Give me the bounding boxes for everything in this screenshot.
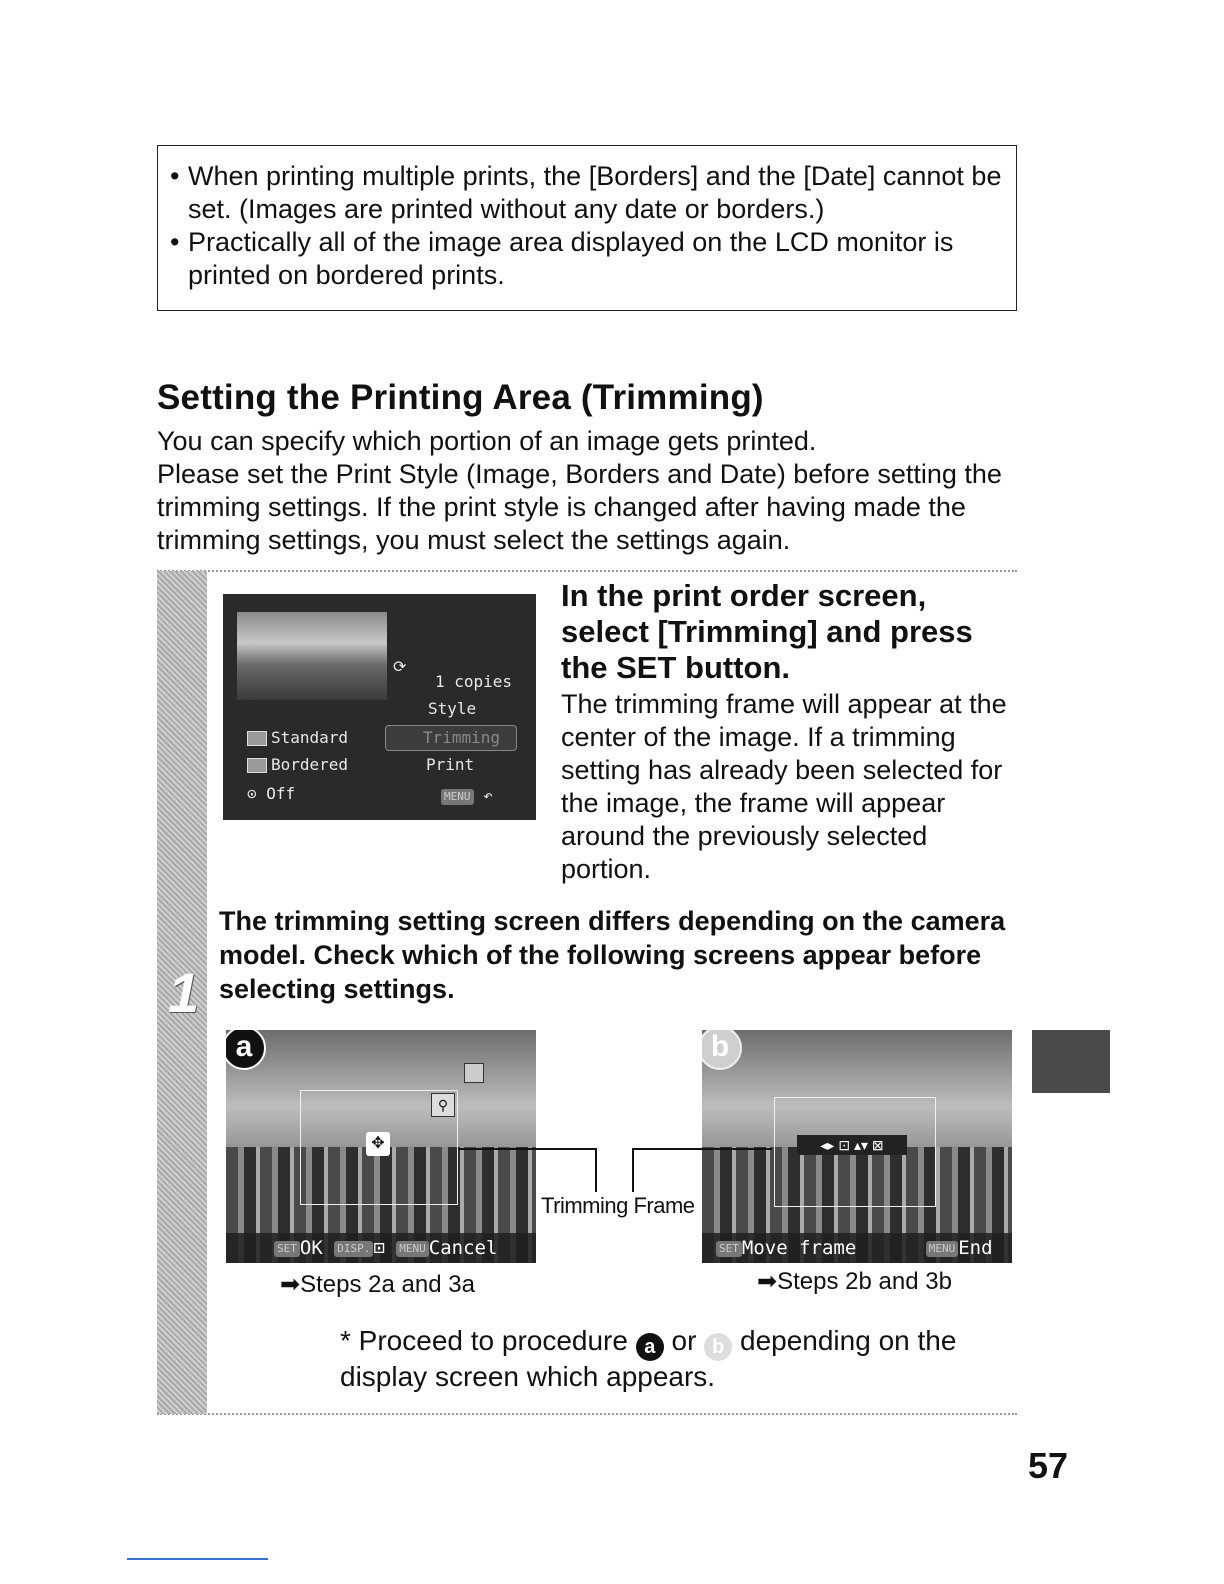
return-icon: ↶ xyxy=(473,786,493,805)
copies-label: 1 copies xyxy=(435,672,513,691)
intro-line: Please set the Print Style (Image, Borders and Date) before setting the trimming settings. If the print style is changed after having made the trimming settings, you must select the settings again. xyxy=(157,459,1002,555)
cancel-label: Cancel xyxy=(428,1237,498,1259)
chapter-tab xyxy=(1032,1030,1110,1093)
badge-a: a xyxy=(226,1030,266,1070)
steps-ref-b: ➡Steps 2b and 3b xyxy=(757,1268,952,1295)
trimming-label: Trimming xyxy=(423,728,501,747)
note-box xyxy=(157,145,1017,311)
trimming-screen-b xyxy=(702,1030,1012,1263)
note-item: • When printing multiple prints, the [Borders] and the [Date] cannot be set. (Images are printed without any date or borders.) xyxy=(168,160,1008,226)
print-order-screenshot xyxy=(223,594,536,820)
style-label: Style xyxy=(428,699,477,718)
move-frame-icon: ✥ xyxy=(366,1132,390,1156)
leader-line xyxy=(632,1148,634,1192)
set-button-chip: SET xyxy=(716,1241,742,1257)
rotate-icon: ⟳ xyxy=(393,657,407,676)
badge-b: b xyxy=(704,1333,732,1361)
disp-button-chip: DISP. xyxy=(334,1241,373,1257)
badge-a: a xyxy=(636,1333,664,1361)
date-off-option: ⊙ Off xyxy=(247,784,296,803)
menu-return: MENU ↶ xyxy=(441,786,493,805)
image-thumbnail xyxy=(237,612,387,700)
section-intro xyxy=(157,425,1037,557)
arrow-right-icon: ➡ xyxy=(280,1271,301,1298)
steps-ref-a: ➡Steps 2a and 3a xyxy=(280,1271,475,1298)
button-bar xyxy=(702,1233,1012,1263)
timer-icon: ⊙ xyxy=(247,784,267,803)
zoom-icon: ⚲ xyxy=(431,1093,455,1117)
image-icon xyxy=(247,731,267,746)
set-button-chip: SET xyxy=(274,1241,300,1257)
standard-option: Standard xyxy=(247,728,348,747)
button-bar xyxy=(226,1233,536,1263)
trimming-screen-a xyxy=(226,1030,536,1263)
menu-button-chip: MENU xyxy=(396,1241,429,1257)
arrow-right-icon: ➡ xyxy=(757,1268,778,1295)
note-item: • Practically all of the image area displayed on the LCD monitor is printed on bordered prints. xyxy=(168,226,1008,292)
section-title: Setting the Printing Area (Trimming) xyxy=(157,378,764,417)
leader-line xyxy=(458,1148,596,1150)
page-number: 57 xyxy=(1028,1445,1069,1486)
leader-line xyxy=(632,1148,772,1150)
rotate-icon: ⊡ xyxy=(373,1237,385,1259)
border-icon xyxy=(247,758,267,773)
step-heading: In the print order screen, select [Trimming] and press the SET button. xyxy=(561,578,973,685)
grid-icon xyxy=(464,1063,484,1083)
badge-b: b xyxy=(702,1030,742,1070)
proceed-note: * Proceed to procedure a or b depending on the display screen which appears. xyxy=(340,1325,957,1392)
ok-label: OK xyxy=(299,1237,323,1259)
step-description: The trimming frame will appear at the center of the image. If a trimming setting has already been selected for the image, the frame will appear around the previously selected portion. xyxy=(561,689,1007,884)
step-number: 1 xyxy=(168,961,200,1024)
intro-line: You can specify which portion of an image gets printed. xyxy=(157,426,817,456)
step-warning: The trimming setting screen differs depending on the camera model. Check which of the following screens appear before selecting settings. xyxy=(219,906,1006,1004)
frame-controls: ◂▸ ⊡ ▴▾ ⊠ xyxy=(797,1135,907,1155)
print-label: Print xyxy=(426,755,475,774)
bordered-option: Bordered xyxy=(247,755,348,774)
menu-button-chip: MENU xyxy=(926,1241,959,1257)
move-frame-label: Move frame xyxy=(741,1237,857,1259)
footer-rule xyxy=(127,1558,268,1560)
end-label: End xyxy=(958,1237,993,1259)
trimming-frame-label: Trimming Frame xyxy=(541,1193,695,1218)
leader-line xyxy=(595,1148,597,1192)
